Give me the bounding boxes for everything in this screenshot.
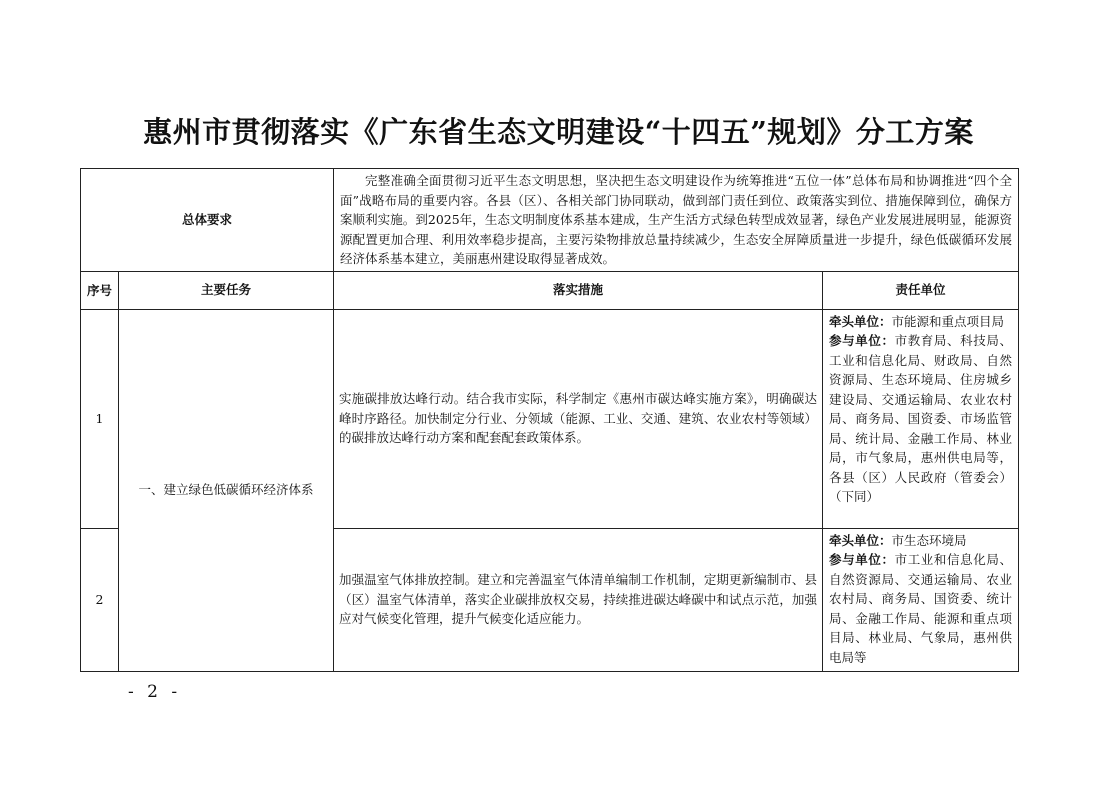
- row-measure: 加强温室气体排放控制。建立和完善温室气体清单编制工作机制，定期更新编制市、县（区）温室气体清单，落实企业碳排放权交易，持续推进碳达峰碳中和试点示范，加强应对气候变化管理，提升气候变化适应能力。: [334, 528, 823, 671]
- part-label: 参与单位：: [829, 333, 895, 348]
- lead-unit: 市生态环境局: [891, 532, 967, 548]
- part-units: 市工业和信息化局、自然资源局、交通运输局、农业农村局、商务局、国资委、统计局、金融工作局、能源和重点项目局、林业局、气象局，惠州供电局等: [829, 552, 1012, 665]
- header-row: [81, 271, 1019, 309]
- lead-unit: 市能源和重点项目局: [891, 313, 1005, 329]
- document-title: 惠州市贯彻落实《广东省生态文明建设“十四五”规划》分工方案: [143, 115, 974, 149]
- overall-label: 总体要求: [81, 169, 334, 272]
- row-responsible: [823, 309, 1019, 528]
- table-row: [81, 309, 1019, 528]
- row-responsible: [823, 528, 1019, 671]
- header-unit: 责任单位: [823, 271, 1019, 309]
- row-no: 1: [81, 309, 119, 528]
- header-measure: 落实措施: [334, 271, 823, 309]
- header-task: 主要任务: [119, 271, 334, 309]
- part-label: 参与单位：: [829, 552, 895, 567]
- page-number: - 2 -: [128, 682, 182, 702]
- row-no: 2: [81, 528, 119, 671]
- part-units: 市教育局、科技局、工业和信息化局、财政局、自然资源局、生态环境局、住房城乡建设局、交通运输局、农业农村局、商务局、国资委、市场监管局、统计局、金融工作局、林业局，市气象局，惠州供电局等，各县（区）人民政府（管委会）（下同）: [829, 333, 1012, 504]
- overall-text: 完整准确全面贯彻习近平生态文明思想，坚决把生态文明建设作为统筹推进“五位一体”总体布局和协调推进“四个全面”战略布局的重要内容。各县（区）、各相关部门协同联动，做到部门责任到位、政策落实到位、措施保障到位，确保方案顺利实施。到2025年，生态文明制度体系基本建成，生产生活方式绿色转型成效显著，绿色产业发展进展明显，能源资源配置更加合理、利用效率稳步提高，主要污染物排放总量持续减少，生态安全屏障质量进一步提升，绿色低碳循环发展经济体系基本建立，美丽惠州建设取得显著成效。: [334, 169, 1019, 272]
- lead-label: 牵头单位：: [829, 532, 892, 548]
- row-measure: 实施碳排放达峰行动。结合我市实际，科学制定《惠州市碳达峰实施方案》，明确碳达峰时序路径。加快制定分行业、分领域（能源、工业、交通、建筑、农业农村等领域）的碳排放达峰行动方案和配套配套政策体系。: [334, 309, 823, 528]
- lead-label: 牵头单位：: [829, 313, 892, 329]
- header-no: 序号: [81, 271, 119, 309]
- division-table: [80, 168, 1019, 672]
- overall-row: [81, 169, 1019, 272]
- task-group: 一、建立绿色低碳循环经济体系: [119, 309, 334, 671]
